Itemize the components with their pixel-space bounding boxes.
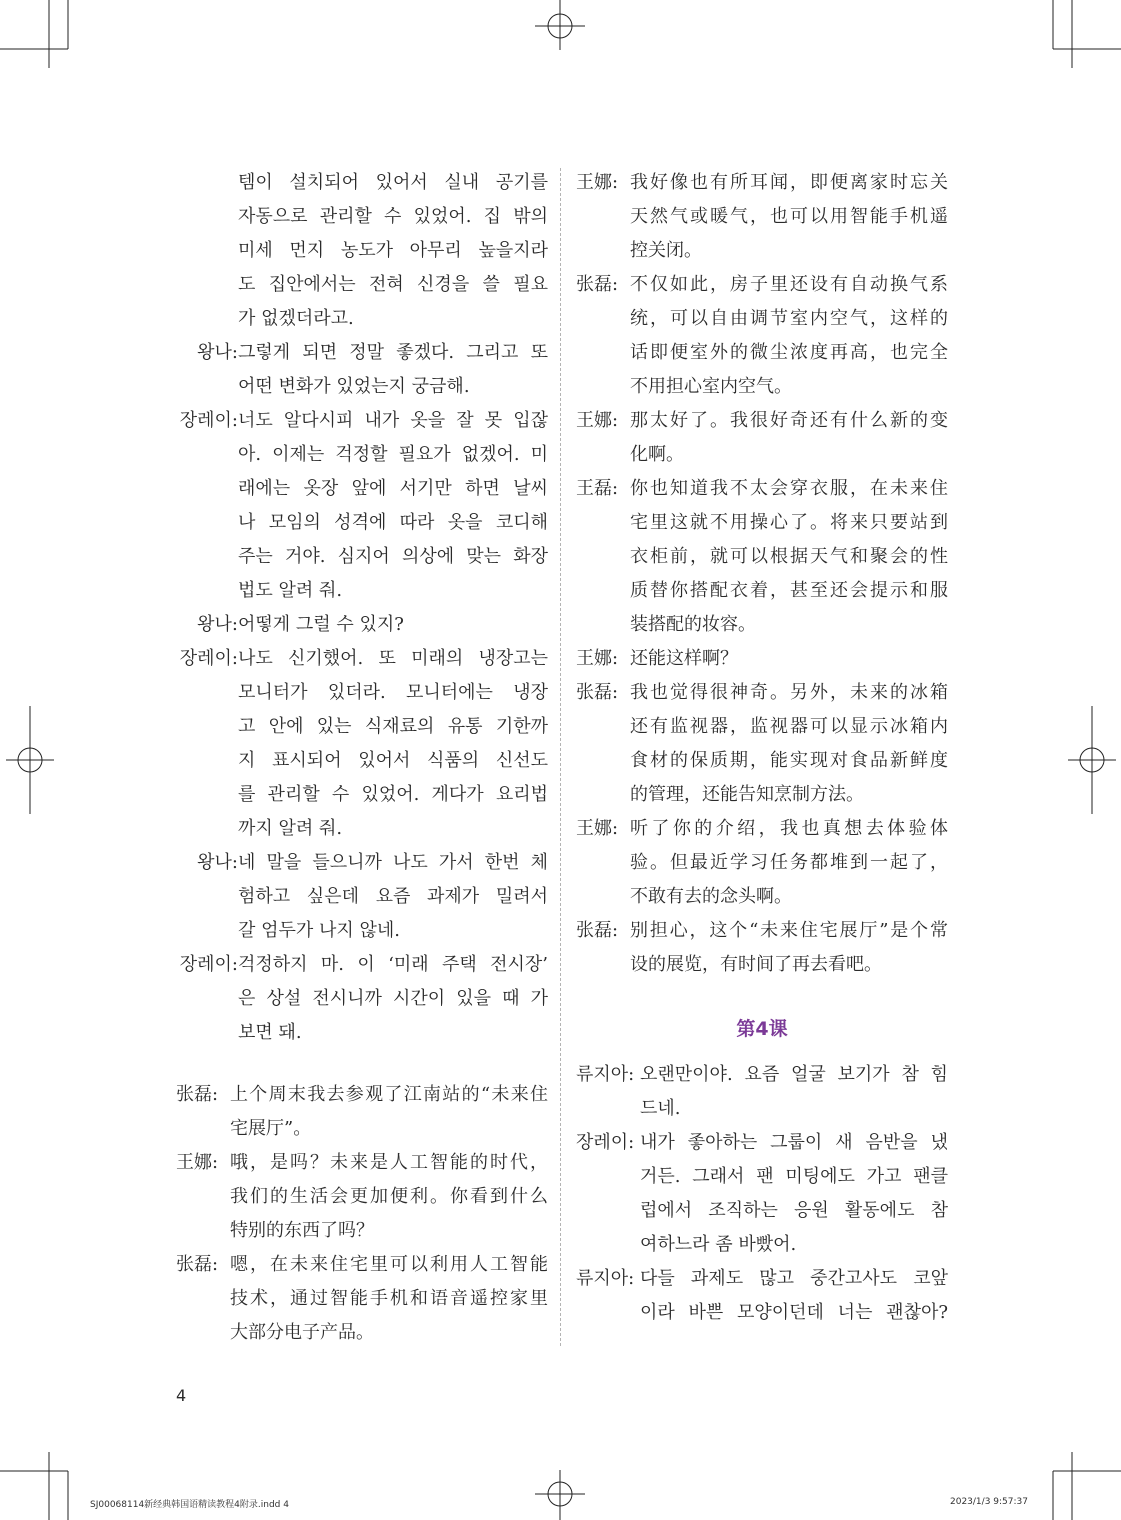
speaker-label: 왕나: xyxy=(197,852,238,873)
lesson-title: 第4课 xyxy=(736,1018,788,1040)
dialogue-line: 장레이: 너도 알다시피 내가 옷을 잘 못 입잖 xyxy=(176,404,548,438)
speaker-label: 왕나: xyxy=(197,342,238,363)
text-line: 고 안에 있는 식재료의 유통 기한까 xyxy=(238,716,548,737)
speaker-label: 장레이: xyxy=(179,954,238,975)
text-line: 도 집안에서는 전혀 신경을 쓸 필요 xyxy=(238,274,548,295)
text-line: 까지 알려 줘. xyxy=(238,818,343,839)
speaker-label: 张磊: xyxy=(576,274,619,295)
footer-timestamp: 2023/1/3 9:57:37 xyxy=(950,1497,1028,1507)
text-line: 验。但最近学习任务都堆到一起了， xyxy=(630,852,948,873)
speaker-label: 王磊: xyxy=(576,478,619,499)
dialogue-line: 张磊: 我也觉得很神奇。另外，未来的冰箱 xyxy=(576,676,948,710)
dialogue-line: 张磊: 不仅如此，房子里还设有自动换气系 xyxy=(576,268,948,302)
dialogue-line: 장레이: 나도 신기했어. 또 미래의 냉장고는 xyxy=(176,642,548,676)
dialogue-line: 장레이: 걱정하지 마. 이 ‘미래 주택 전시장’ xyxy=(176,948,548,982)
text-line: 가 없겠더라고. xyxy=(238,308,354,329)
dialogue-line: 류지아: 다들 과제도 많고 중간고사도 코앞 xyxy=(576,1262,948,1296)
speaker-label: 张磊: xyxy=(176,1254,219,1275)
text-line: 质替你搭配衣着，甚至还会提示和服 xyxy=(630,580,948,601)
left-column xyxy=(176,166,548,1350)
text-line: 템이 설치되어 있어서 실내 공기를 xyxy=(238,172,548,193)
text-line: 미세 먼지 농도가 아무리 높을지라 xyxy=(238,240,548,261)
dialogue-line: 王磊: 你也知道我不太会穿衣服，在未来住 xyxy=(576,472,948,506)
text-line: 话即便室外的微尘浓度再高，也完全 xyxy=(630,342,948,363)
dialogue-line: 장레이: 내가 좋아하는 그룹이 새 음반을 냈 xyxy=(576,1126,948,1160)
dialogue-line: 张磊: 上个周末我去参观了江南站的“未来住 xyxy=(176,1078,548,1112)
speaker-label: 王娜: xyxy=(576,648,619,669)
text-line: 험하고 싶은데 요즘 과제가 밀려서 xyxy=(238,886,548,907)
text-line: 여하느라 좀 바빴어. xyxy=(640,1234,797,1255)
text-line: 나 모임의 성격에 따라 옷을 코디해 xyxy=(238,512,548,533)
text-line: 지 표시되어 있어서 식품의 신선도 xyxy=(238,750,548,771)
dialogue-line: 王娜: 还能这样啊？ xyxy=(576,642,948,676)
text-line: 자동으로 관리할 수 있었어. 집 밖의 xyxy=(238,206,548,227)
dialogue-line: 왕나: 네 말을 들으니까 나도 가서 한번 체 xyxy=(176,846,548,880)
text-line: 技术，通过智能手机和语音遥控家里 xyxy=(230,1288,548,1309)
text-line: 럽에서 조직하는 응원 활동에도 참 xyxy=(640,1200,948,1221)
speaker-label: 류지아: xyxy=(576,1268,635,1289)
text-line: 我们的生活会更加便利。你看到什么 xyxy=(230,1186,548,1207)
speaker-label: 장레이: xyxy=(179,648,238,669)
dialogue-line: 왕나: 어떻게 그럴 수 있지? xyxy=(176,608,548,642)
text-line: 设的展览，有时间了再去看吧。 xyxy=(630,954,882,975)
speaker-label: 张磊: xyxy=(576,682,619,703)
footer-filename: SJ00068114新经典韩国语精读教程4附录.indd 4 xyxy=(90,1500,289,1510)
text-line: 드네. xyxy=(640,1098,681,1119)
speaker-label: 王娜: xyxy=(576,410,619,431)
text-line: 주는 거야. 심지어 의상에 맞는 화장 xyxy=(238,546,548,567)
text-line: 갈 엄두가 나지 않네. xyxy=(238,920,400,941)
speaker-label: 王娜: xyxy=(576,172,619,193)
text-line: 不敢有去的念头啊。 xyxy=(630,886,792,907)
dialogue-line: 류지아: 오랜만이야. 요즘 얼굴 보기가 참 힘 xyxy=(576,1058,948,1092)
text-line: 食材的保质期，能实现对食品新鲜度 xyxy=(630,750,948,771)
dialogue-line: 张磊: 嗯，在未来住宅里可以利用人工智能 xyxy=(176,1248,548,1282)
text-line: 衣柜前，就可以根据天气和聚会的性 xyxy=(630,546,948,567)
speaker-label: 류지아: xyxy=(576,1064,635,1085)
text-line: 特别的东西了吗？ xyxy=(230,1220,374,1241)
speaker-label: 왕나: xyxy=(197,614,238,635)
text-line: 的管理，还能告知烹制方法。 xyxy=(630,784,864,805)
text-line: 아. 이제는 걱정할 필요가 없겠어. 미 xyxy=(238,444,548,465)
text-line: 모니터가 있더라. 모니터에는 냉장 xyxy=(238,682,548,703)
dialogue-line: 张磊: 别担心，这个“未来住宅展厅”是个常 xyxy=(576,914,948,948)
speaker-label: 王娜: xyxy=(176,1152,219,1173)
text-line: 宅展厅”。 xyxy=(230,1118,312,1139)
speaker-label: 장레이: xyxy=(576,1132,635,1153)
dialogue-line: 王娜: 那太好了。我很好奇还有什么新的变 xyxy=(576,404,948,438)
text-line: 宅里这就不用操心了。将来只要站到 xyxy=(630,512,948,533)
dialogue-line: 王娜: 我好像也有所耳闻，即便离家时忘关 xyxy=(576,166,948,200)
text-line: 还有监视器，监视器可以显示冰箱内 xyxy=(630,716,948,737)
text-line: 装搭配的妆容。 xyxy=(630,614,756,635)
dialogue-line: 王娜: 哦，是吗？未来是人工智能的时代， xyxy=(176,1146,548,1180)
text-line: 统，可以自由调节室内空气，这样的 xyxy=(630,308,948,329)
page-number: 4 xyxy=(176,1386,187,1405)
column-divider xyxy=(560,168,561,1346)
speaker-label: 장레이: xyxy=(179,410,238,431)
text-line: 控关闭。 xyxy=(630,240,702,261)
text-line: 天然气或暖气，也可以用智能手机遥 xyxy=(630,206,948,227)
text-line: 보면 돼. xyxy=(238,1022,302,1043)
dialogue-line: 王娜: 听了你的介绍，我也真想去体验体 xyxy=(576,812,948,846)
text-line: 不用担心室内空气。 xyxy=(630,376,792,397)
text-line: 법도 알려 줘. xyxy=(238,580,343,601)
text-line: 化啊。 xyxy=(630,444,684,465)
speaker-label: 张磊: xyxy=(576,920,619,941)
text-line: 거든. 그래서 팬 미팅에도 가고 팬클 xyxy=(640,1166,948,1187)
dialogue-line: 왕나: 그렇게 되면 정말 좋겠다. 그리고 또 xyxy=(176,336,548,370)
text-line: 大部分电子产品。 xyxy=(230,1322,374,1343)
text-line: 어떤 변화가 있었는지 궁금해. xyxy=(238,376,470,397)
speaker-label: 张磊: xyxy=(176,1084,219,1105)
text-line: 은 상설 전시니까 시간이 있을 때 가 xyxy=(238,988,548,1009)
text-line: 를 관리할 수 있었어. 게다가 요리법 xyxy=(238,784,548,805)
text-line: 래에는 옷장 앞에 서기만 하면 날씨 xyxy=(238,478,548,499)
right-column xyxy=(576,166,948,1330)
speaker-label: 王娜: xyxy=(576,818,619,839)
text-line: 이라 바쁜 모양이던데 너는 괜찮아? xyxy=(640,1302,948,1323)
